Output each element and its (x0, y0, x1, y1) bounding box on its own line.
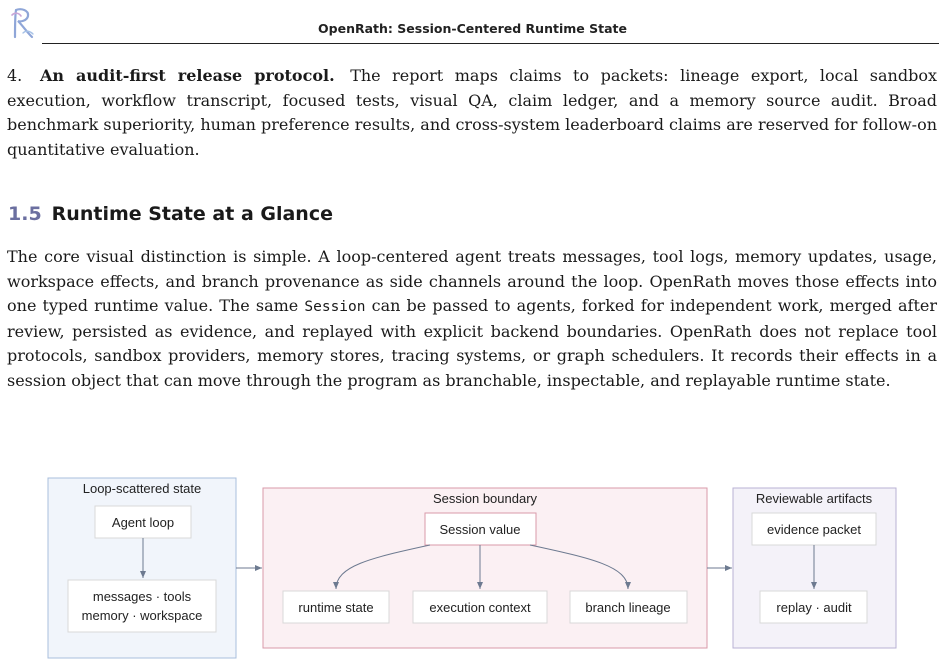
page-header (0, 0, 945, 44)
runtime-state-figure (0, 470, 945, 664)
list-item-number: 4. (7, 66, 23, 85)
loop-scattered-title: Loop-scattered state (82, 481, 202, 496)
messages-tools-node (68, 580, 216, 632)
list-item-lead: An audit-first release protocol. (40, 66, 335, 85)
section-number: 1.5 (8, 203, 42, 225)
paragraph-text-part1: The core visual distinction is simple. A loop-centered agent treats messages, tool logs, memory updates, usage, workspace effects, and branch provenance as side channels around the loop. OpenRath moves those effects into one typed runtime value. The same (7, 247, 937, 315)
session-value-label: Session value (439, 522, 521, 537)
header-rule (42, 43, 939, 44)
runtime-state-label: runtime state (298, 600, 374, 615)
list-item-4 (7, 64, 937, 162)
session-boundary-panel (263, 488, 707, 648)
execution-context-label: execution context (429, 600, 531, 615)
replay-audit-label: replay · audit (776, 600, 852, 615)
section-heading (8, 203, 333, 225)
section-title: Runtime State at a Glance (51, 203, 333, 225)
reviewable-artifacts-title: Reviewable artifacts (755, 491, 873, 506)
agent-loop-label: Agent loop (111, 515, 175, 530)
evidence-packet-label: evidence packet (767, 522, 861, 537)
running-title: OpenRath: Session-Centered Runtime State (318, 21, 627, 36)
paragraph-text-part2: can be passed to agents, forked for independent work, merged after review, persisted as evidence, and replayed with explicit backend boundaries. OpenRath does not replace tool protocols, sandbox providers, memory stores, tracing systems, or graph schedulers. It records their effects in a session object that can move through the program as branchable, inspectable, and replayable runtime state. (7, 296, 937, 390)
session-code-term: Session (304, 299, 366, 315)
session-boundary-title: Session boundary (432, 491, 538, 506)
memory-workspace-label: memory · workspace (81, 608, 203, 623)
body-paragraph (7, 245, 937, 393)
messages-tools-label: messages · tools (92, 589, 192, 604)
branch-lineage-label: branch lineage (585, 600, 671, 615)
list-item-body: The report maps claims to packets: lineage export, local sandbox execution, workflow transcript, focused tests, visual QA, claim ledger, and a memory source audit. Broad benchmark superiority, human preference results, and cross-system leaderboard claims are reserved for follow-on quantitative evaluation. (7, 66, 938, 159)
